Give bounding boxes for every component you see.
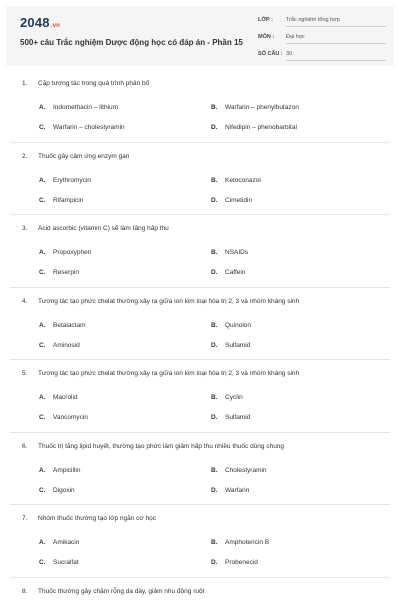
option-b[interactable] [211,249,248,256]
option-letter: B. [211,104,218,111]
meta-value-class: Trắc nghiệm tổng hợp [286,17,386,27]
option-a[interactable] [39,104,118,111]
document-meta [256,14,388,65]
question-item [0,433,400,506]
option-letter: D. [211,486,218,494]
option-text: Caffein [225,269,246,276]
option-letter: B. [211,249,218,256]
meta-row-class [256,14,388,31]
meta-value-count: 30 [286,51,386,61]
option-c[interactable] [39,269,79,276]
question-item [0,215,400,288]
site-logo[interactable] [20,15,60,30]
option-a[interactable] [39,249,91,256]
document-title: 500+ câu Trắc nghiệm Dược động học có đáp án - Phần 15 [20,38,243,47]
option-a[interactable] [39,322,86,329]
option-letter: C. [39,486,46,494]
option-letter: D. [211,269,218,276]
option-text: Cyclin [225,394,243,401]
question-number: 2. [22,152,28,160]
option-letter: A. [39,394,46,401]
option-letter: A. [39,104,46,111]
question-stem [22,370,299,377]
option-a[interactable] [39,539,79,546]
option-letter: C. [39,196,46,204]
option-letter: A. [39,321,46,329]
option-c[interactable] [39,197,83,204]
question-text: Nhóm thuốc thường tạo lớp ngăn cơ học [38,515,156,522]
meta-label-class: LỚP : [258,17,273,23]
option-b[interactable] [211,177,261,184]
question-text: Thuốc gây cảm ứng enzym gan [38,152,130,160]
option-letter: B. [211,539,218,546]
option-d[interactable] [211,197,252,204]
option-c[interactable] [39,487,75,494]
option-text: Cholestyramin [225,466,267,474]
option-text: Amikacin [53,539,80,546]
option-letter: D. [211,124,218,131]
question-stem [22,225,169,232]
option-text: Nifedipin – phenobarbital [225,124,297,131]
option-text: Sucralfat [53,559,79,566]
option-d[interactable] [211,414,250,421]
option-text: Betalactam [53,321,86,329]
question-stem [22,80,149,87]
question-item [0,360,400,433]
question-text: Acid ascorbic (vitamin C) sẽ làm tăng hấp thu [38,225,169,232]
meta-label-subject: MÔN : [258,34,275,40]
question-item [0,288,400,361]
option-a[interactable] [39,467,80,474]
question-list [0,70,400,600]
question-item [0,70,400,143]
option-b[interactable] [211,467,267,474]
option-letter: A. [39,249,46,256]
meta-value-subject: Đại học [286,34,386,44]
option-text: Sulfamid [225,414,251,421]
option-text: Rifampicin [53,196,84,204]
question-text: Thuốc trị tăng lipid huyết, thường tạo phức làm giảm hấp thu nhiều thuốc dùng chung [38,442,285,450]
question-item [0,143,400,216]
question-text: Tương tác tạo phức chelat thường xảy ra giữa ion kim loại hóa trị 2, 3 và nhóm kháng sinh [38,370,300,377]
option-letter: A. [39,466,46,474]
option-d[interactable] [211,124,297,131]
meta-label-count: SỐ CÂU : [258,51,283,57]
option-text: Reserpin [53,269,80,276]
option-text: Amphotericin B [225,539,270,546]
logo-domain: .vn [50,23,61,29]
option-d[interactable] [211,269,245,276]
question-item [0,578,400,600]
question-number: 1. [22,80,28,87]
option-a[interactable] [39,177,91,184]
option-letter: B. [211,466,218,474]
question-number: 5. [22,370,28,377]
option-c[interactable] [39,124,125,131]
option-b[interactable] [211,104,299,111]
question-stem [22,515,156,522]
question-number: 4. [22,297,28,305]
question-number: 6. [22,442,28,450]
option-text: Warfarin – cholestyramin [53,124,125,131]
question-number: 3. [22,225,28,232]
option-text: Quinolon [225,321,252,329]
option-c[interactable] [39,559,79,566]
question-text: Thuốc thường gây chậm rỗng dạ dày, giảm nhu động ruột [38,587,205,595]
option-text: Sulfamid [225,341,251,349]
option-letter: D. [211,196,218,204]
question-stem [22,298,299,305]
question-stem [22,443,284,450]
question-stem [22,588,204,595]
option-c[interactable] [39,342,80,349]
option-text: Propoxyphen [53,249,92,256]
option-text: Aminosid [53,341,80,349]
option-letter: B. [211,321,218,329]
option-d[interactable] [211,487,249,494]
option-letter: D. [211,341,218,349]
option-letter: A. [39,176,46,184]
option-text: Ketoconazol [225,176,261,184]
logo-text: 2048 [20,15,50,30]
option-letter: D. [211,414,218,421]
option-text: Vancomycin [53,414,88,421]
option-letter: C. [39,124,46,131]
option-text: Cimetidin [225,196,253,204]
option-c[interactable] [39,414,88,421]
option-letter: C. [39,269,46,276]
option-b[interactable] [211,322,251,329]
question-number: 7. [22,515,28,522]
option-text: Macrolid [53,394,78,401]
option-d[interactable] [211,342,250,349]
option-text: Erythromycin [53,176,91,184]
option-letter: C. [39,414,46,421]
option-a[interactable] [39,394,78,401]
option-b[interactable] [211,539,269,546]
option-d[interactable] [211,559,258,566]
option-text: Warfarin [225,486,250,494]
option-letter: B. [211,394,218,401]
option-text: Ampicillin [53,466,81,474]
option-letter: C. [39,559,46,566]
option-text: NSAIDs [225,249,249,256]
option-letter: A. [39,539,46,546]
option-letter: B. [211,176,218,184]
question-text: Cặp tương tác trong quá trình phân bố [38,80,150,87]
meta-row-count [256,48,388,65]
option-text: Probenecid [225,559,258,566]
option-text: Digoxin [53,486,75,494]
question-text: Tương tác tạo phức chelat thường xảy ra giữa ion kim loại hóa trị 2, 3 và nhóm kháng sinh [38,297,300,305]
question-item [0,505,400,578]
option-b[interactable] [211,394,243,401]
option-letter: D. [211,559,218,566]
question-number: 8. [22,587,28,595]
document-header [6,6,394,66]
question-stem [22,153,129,160]
option-letter: C. [39,341,46,349]
option-text: Indomethacin – lithium [53,104,119,111]
meta-row-subject [256,31,388,48]
option-text: Warfarin – phenylbutazon [225,104,299,111]
